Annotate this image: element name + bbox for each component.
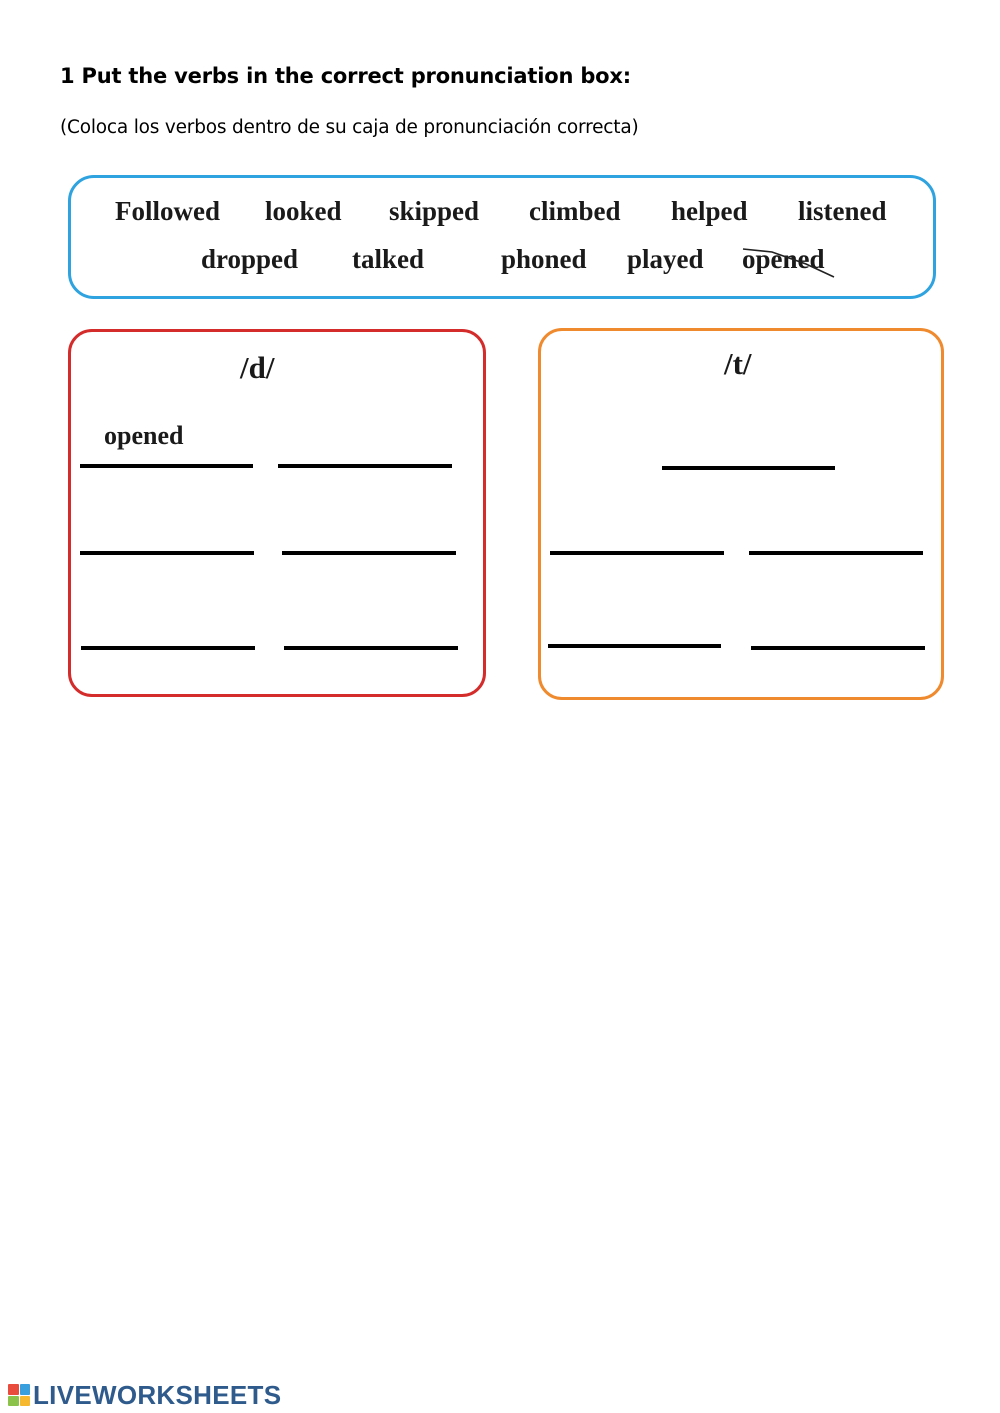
exercise-title: 1 Put the verbs in the correct pronunciation box: bbox=[60, 64, 631, 88]
answer-blank[interactable] bbox=[278, 464, 452, 468]
pronunciation-box-d bbox=[68, 329, 486, 697]
word-bank-item[interactable]: listened bbox=[798, 196, 887, 226]
word-bank-item[interactable]: dropped bbox=[201, 244, 299, 274]
word-bank-item[interactable]: played bbox=[627, 244, 704, 274]
answer-blank[interactable] bbox=[282, 551, 456, 555]
answer-blank[interactable] bbox=[80, 551, 254, 555]
answer-blank[interactable] bbox=[751, 646, 925, 650]
answer-blank[interactable] bbox=[284, 646, 458, 650]
filled-answer[interactable]: opened bbox=[104, 421, 184, 450]
word-bank-item[interactable]: talked bbox=[352, 244, 425, 274]
box-heading-d: /d/ bbox=[240, 350, 275, 385]
answer-blank[interactable] bbox=[548, 644, 721, 648]
answer-blank[interactable] bbox=[749, 551, 923, 555]
word-bank-item-used[interactable]: opened bbox=[742, 244, 825, 274]
strikethrough-mark bbox=[742, 244, 838, 280]
word-bank-item[interactable]: helped bbox=[671, 196, 748, 226]
answer-blank[interactable] bbox=[81, 646, 255, 650]
word-bank-item[interactable]: looked bbox=[265, 196, 342, 226]
exercise-subtitle: (Coloca los verbos dentro de su caja de pronunciación correcta) bbox=[60, 117, 639, 138]
liveworksheets-logo-icon bbox=[8, 1384, 30, 1406]
word-bank-box bbox=[68, 175, 936, 299]
box-heading-t: /t/ bbox=[724, 346, 752, 381]
word-bank-item[interactable]: climbed bbox=[529, 196, 621, 226]
word-bank-item[interactable]: phoned bbox=[501, 244, 587, 274]
liveworksheets-logo bbox=[8, 1380, 281, 1410]
word-bank-item[interactable]: skipped bbox=[389, 196, 480, 226]
word-bank-item[interactable]: Followed bbox=[115, 196, 220, 226]
answer-blank[interactable] bbox=[662, 466, 835, 470]
answer-blank[interactable] bbox=[550, 551, 724, 555]
answer-blank[interactable] bbox=[80, 464, 253, 468]
logo-text: LIVEWORKSHEETS bbox=[33, 1379, 282, 1410]
